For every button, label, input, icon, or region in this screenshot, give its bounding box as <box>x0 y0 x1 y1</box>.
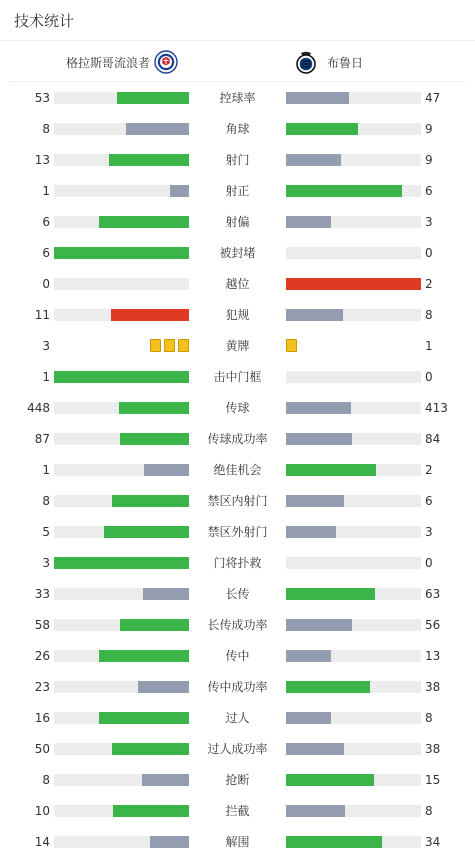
stat-row <box>0 677 475 697</box>
away-stat-bar-fill <box>286 92 349 104</box>
stat-label: 过人 <box>225 711 250 725</box>
stat-row <box>0 212 475 232</box>
home-stat-value: 3 <box>42 556 50 570</box>
home-stat-value: 10 <box>34 804 50 818</box>
away-stat-value: 13 <box>425 649 441 663</box>
home-stat-bar-fill <box>144 464 189 476</box>
home-stat-bar <box>54 309 189 321</box>
away-stat-value: 0 <box>425 246 433 260</box>
home-stat-value: 16 <box>34 711 50 725</box>
stat-label: 击中门框 <box>213 370 262 384</box>
home-stat-bar <box>54 464 189 476</box>
home-stat-bar <box>54 185 189 197</box>
home-stat-bar <box>54 681 189 693</box>
away-stat-value: 38 <box>425 680 441 694</box>
home-stat-bar <box>54 402 189 414</box>
home-stat-value: 14 <box>34 835 50 849</box>
away-stat-bar <box>286 92 421 104</box>
home-yellow-cards <box>150 339 189 352</box>
page-title: 技术统计 <box>14 12 75 30</box>
home-stat-value: 3 <box>42 339 50 353</box>
away-stat-bar <box>286 371 421 383</box>
away-stat-bar <box>286 619 421 631</box>
away-stat-value: 9 <box>425 153 433 167</box>
away-stat-value: 8 <box>425 711 433 725</box>
away-stat-value: 84 <box>425 432 441 446</box>
home-stat-bar <box>54 774 189 786</box>
home-stat-bar-fill <box>138 681 189 693</box>
stat-row <box>0 801 475 821</box>
away-stat-bar <box>286 805 421 817</box>
home-stat-value: 8 <box>42 122 50 136</box>
home-stat-bar-fill <box>99 650 189 662</box>
home-stat-bar <box>54 805 189 817</box>
home-stat-bar <box>54 712 189 724</box>
stat-label: 传球 <box>225 401 250 415</box>
stat-label: 越位 <box>225 277 250 291</box>
away-stat-bar-fill <box>286 154 341 166</box>
stat-row <box>0 305 475 325</box>
teams-row <box>10 41 465 82</box>
away-stat-bar <box>286 216 421 228</box>
yellow-card-icon <box>178 339 189 352</box>
home-stat-bar-fill <box>120 433 189 445</box>
stat-label: 传中 <box>225 649 250 663</box>
home-stat-bar-fill <box>112 495 189 507</box>
home-stat-bar-fill <box>113 805 189 817</box>
stat-row <box>0 739 475 759</box>
away-stat-bar <box>286 309 421 321</box>
away-stat-bar-fill <box>286 836 382 848</box>
away-stat-value: 15 <box>425 773 441 787</box>
stat-label: 长传 <box>225 587 250 601</box>
home-stat-value: 13 <box>34 153 50 167</box>
home-stat-value: 1 <box>42 370 50 384</box>
away-stat-bar <box>286 836 421 848</box>
away-stat-value: 2 <box>425 463 433 477</box>
home-stat-value: 53 <box>34 91 50 105</box>
away-stat-bar <box>286 278 421 290</box>
away-stat-bar-fill <box>286 526 336 538</box>
home-stat-value: 58 <box>34 618 50 632</box>
home-stat-bar <box>54 278 189 290</box>
home-stat-bar <box>54 650 189 662</box>
stat-label: 被封堵 <box>219 246 256 260</box>
home-stat-bar-fill <box>104 526 189 538</box>
stat-label: 传中成功率 <box>207 680 268 694</box>
away-stat-bar-fill <box>286 619 352 631</box>
stat-row <box>0 522 475 542</box>
away-stat-value: 3 <box>425 215 433 229</box>
away-stat-bar <box>286 495 421 507</box>
stat-row <box>0 584 475 604</box>
away-stat-bar-fill <box>286 123 358 135</box>
home-stat-value: 0 <box>42 277 50 291</box>
home-stat-value: 5 <box>42 525 50 539</box>
stat-label: 禁区外射门 <box>207 525 268 539</box>
stat-row <box>0 181 475 201</box>
home-stat-value: 1 <box>42 184 50 198</box>
home-stat-bar-fill <box>142 774 189 786</box>
home-stat-bar-fill <box>150 836 189 848</box>
stat-label: 禁区内射门 <box>207 494 268 508</box>
stat-row <box>0 274 475 294</box>
away-stat-bar-fill <box>286 495 344 507</box>
away-stat-bar <box>286 681 421 693</box>
stat-label: 解围 <box>225 835 250 849</box>
stat-row <box>0 150 475 170</box>
stat-row <box>0 367 475 387</box>
away-stat-bar-fill <box>286 433 352 445</box>
stat-label: 犯规 <box>225 308 250 322</box>
away-stat-bar <box>286 402 421 414</box>
away-stat-value: 8 <box>425 804 433 818</box>
away-team[interactable] <box>292 50 363 74</box>
home-stat-bar <box>54 495 189 507</box>
away-stat-value: 6 <box>425 184 433 198</box>
away-stat-value: 413 <box>425 401 448 415</box>
home-stat-value: 23 <box>34 680 50 694</box>
stat-row <box>0 615 475 635</box>
rangers-crest-icon <box>154 50 178 74</box>
away-stat-value: 63 <box>425 587 441 601</box>
away-stat-bar-fill <box>286 712 331 724</box>
home-stat-value: 8 <box>42 494 50 508</box>
home-stat-value: 6 <box>42 246 50 260</box>
stat-row <box>0 429 475 449</box>
away-stat-bar <box>286 526 421 538</box>
home-stat-value: 1 <box>42 463 50 477</box>
stat-label: 门将扑救 <box>213 556 262 570</box>
yellow-card-icon <box>150 339 161 352</box>
home-stat-value: 448 <box>27 401 50 415</box>
home-stat-bar-fill <box>54 371 189 383</box>
away-stat-bar <box>286 247 421 259</box>
stat-label: 射偏 <box>225 215 250 229</box>
home-stat-bar-fill <box>99 712 189 724</box>
away-stat-bar-fill <box>286 681 370 693</box>
stat-label: 控球率 <box>219 91 256 105</box>
away-stat-bar <box>286 743 421 755</box>
away-stat-value: 9 <box>425 122 433 136</box>
home-stat-bar-fill <box>99 216 189 228</box>
stat-row <box>0 119 475 139</box>
stat-row <box>0 243 475 263</box>
away-stat-bar-fill <box>286 774 374 786</box>
club-brugge-crest-icon <box>294 50 318 74</box>
stats-header <box>0 0 475 41</box>
stat-label: 射门 <box>225 153 250 167</box>
away-stat-bar <box>286 712 421 724</box>
home-stat-value: 26 <box>34 649 50 663</box>
away-stat-value: 56 <box>425 618 441 632</box>
yellow-card-icon <box>164 339 175 352</box>
home-stat-bar-fill <box>119 402 189 414</box>
away-stat-bar <box>286 588 421 600</box>
stat-row <box>0 832 475 852</box>
home-stat-bar <box>54 836 189 848</box>
home-stat-value: 8 <box>42 773 50 787</box>
home-stat-bar-fill <box>112 743 189 755</box>
away-stat-value: 6 <box>425 494 433 508</box>
stat-row <box>0 770 475 790</box>
home-stat-value: 11 <box>34 308 50 322</box>
stat-row <box>0 398 475 418</box>
stat-row <box>0 491 475 511</box>
away-stat-bar-fill <box>286 309 343 321</box>
home-stat-bar <box>54 371 189 383</box>
away-stat-bar-fill <box>286 650 331 662</box>
home-stat-value: 6 <box>42 215 50 229</box>
away-stat-value: 47 <box>425 91 441 105</box>
away-stat-value: 3 <box>425 525 433 539</box>
home-stat-value: 50 <box>34 742 50 756</box>
away-stat-bar-fill <box>286 464 376 476</box>
away-stat-bar <box>286 464 421 476</box>
away-stat-value: 1 <box>425 339 433 353</box>
stat-label: 传球成功率 <box>207 432 268 446</box>
away-stat-bar-fill <box>286 216 331 228</box>
stat-row <box>0 646 475 666</box>
away-stat-bar-fill <box>286 278 421 290</box>
away-stat-bar <box>286 557 421 569</box>
home-stat-bar-fill <box>120 619 189 631</box>
home-stat-bar-fill <box>143 588 189 600</box>
home-team-name: 格拉斯哥流浪者 <box>65 55 150 70</box>
stat-label: 过人成功率 <box>207 742 268 756</box>
home-stat-bar <box>54 526 189 538</box>
home-stat-bar-fill <box>126 123 189 135</box>
stat-label: 黄牌 <box>225 339 250 353</box>
home-stat-bar <box>54 154 189 166</box>
home-stat-bar <box>54 557 189 569</box>
away-stat-bar <box>286 185 421 197</box>
home-stat-bar-fill <box>109 154 189 166</box>
home-stat-bar <box>54 619 189 631</box>
home-stat-bar <box>54 588 189 600</box>
stat-row <box>0 553 475 573</box>
away-stat-bar <box>286 774 421 786</box>
stat-label: 抢断 <box>225 773 250 787</box>
away-stat-bar <box>286 154 421 166</box>
stat-label: 长传成功率 <box>207 618 268 632</box>
away-team-name: 布鲁日 <box>327 55 364 70</box>
away-stat-bar-fill <box>286 402 351 414</box>
stat-label: 射正 <box>225 184 250 198</box>
yellow-card-icon <box>286 339 297 352</box>
stat-row <box>0 336 475 356</box>
home-stat-bar <box>54 433 189 445</box>
away-stat-bar <box>286 650 421 662</box>
home-stat-bar <box>54 123 189 135</box>
away-stat-value: 34 <box>425 835 441 849</box>
home-stat-value: 87 <box>34 432 50 446</box>
away-stat-bar <box>286 123 421 135</box>
stat-label: 角球 <box>225 122 250 136</box>
away-stat-bar-fill <box>286 588 375 600</box>
home-stat-bar-fill <box>54 247 189 259</box>
away-stat-bar-fill <box>286 743 344 755</box>
stat-label: 拦截 <box>225 804 250 818</box>
home-stat-bar <box>54 216 189 228</box>
away-yellow-cards <box>286 339 297 352</box>
stat-label: 绝佳机会 <box>213 463 262 477</box>
stat-row <box>0 460 475 480</box>
home-stat-bar <box>54 743 189 755</box>
home-stat-bar <box>54 247 189 259</box>
away-stat-value: 8 <box>425 308 433 322</box>
home-stat-value: 33 <box>34 587 50 601</box>
away-stat-bar-fill <box>286 805 345 817</box>
home-stat-bar-fill <box>111 309 189 321</box>
stat-row <box>0 708 475 728</box>
away-stat-bar-fill <box>286 185 402 197</box>
home-stat-bar-fill <box>170 185 189 197</box>
away-stat-value: 38 <box>425 742 441 756</box>
home-stat-bar-fill <box>117 92 189 104</box>
away-stat-bar <box>286 433 421 445</box>
away-stat-value: 0 <box>425 370 433 384</box>
away-stat-value: 2 <box>425 277 433 291</box>
home-stat-bar-fill <box>54 557 189 569</box>
away-stat-value: 0 <box>425 556 433 570</box>
stat-row <box>0 88 475 108</box>
home-stat-bar <box>54 92 189 104</box>
home-team[interactable] <box>66 50 180 74</box>
